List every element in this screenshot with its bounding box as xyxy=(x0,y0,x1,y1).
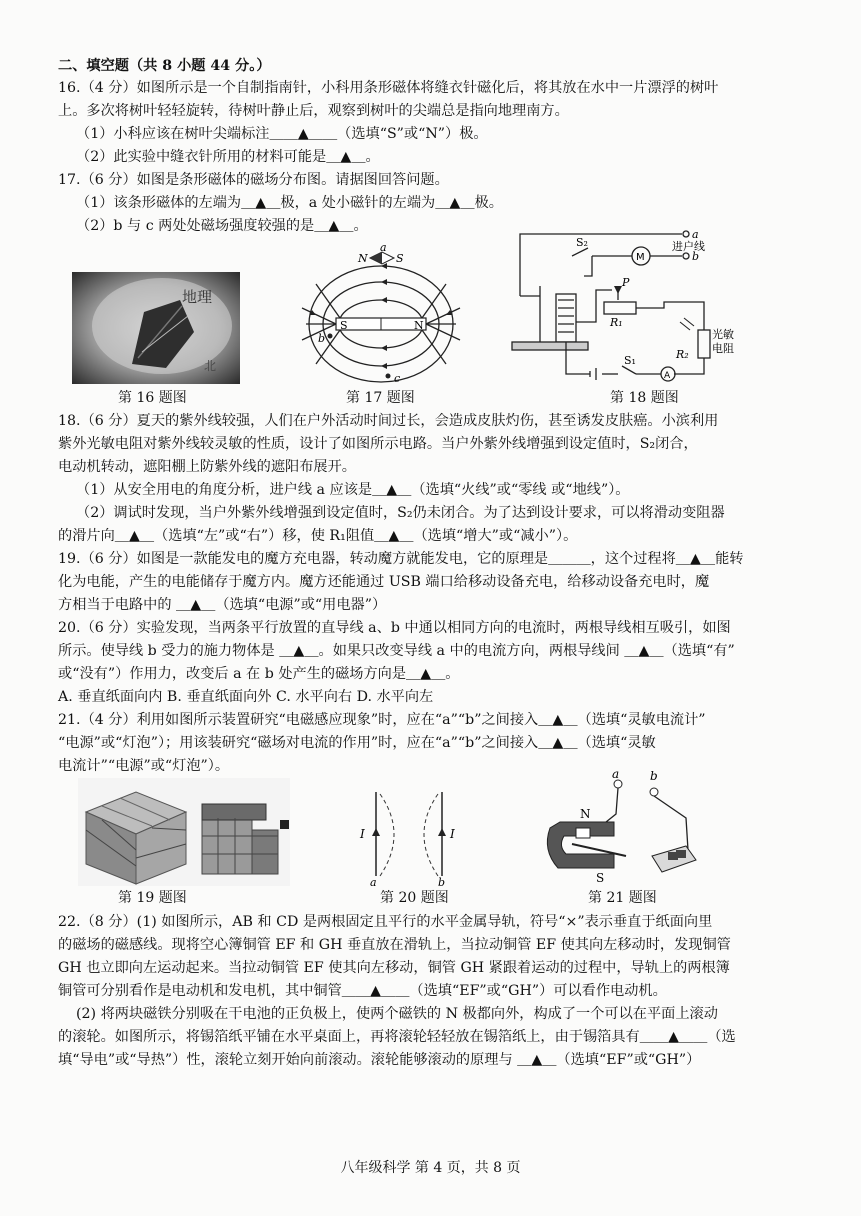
q22-line6: 的滚轮。如图所示，将锡箔纸平铺在水平桌面上，再将滚轮轻轻放在锡箔纸上，由于锡箔具有＿＿▲＿＿（选 xyxy=(58,1029,736,1045)
point-b-label: b xyxy=(318,332,326,345)
q22-line1: 22.（8 分）(1) 如图所示，AB 和 CD 是两根固定且平行的水平金属导轨，符号“×”表示垂直于纸面向里 xyxy=(58,914,713,930)
figure-20-diagram xyxy=(350,786,480,889)
page-footer: 八年级科学 第 4 页，共 8 页 xyxy=(340,1160,521,1176)
photoresistor-label-2: 电阻 xyxy=(712,342,734,355)
figure-21-diagram xyxy=(536,767,706,886)
motor-label: M xyxy=(636,252,645,263)
figure-18-caption: 第 18 题图 xyxy=(610,390,679,406)
slider-P-label: P xyxy=(622,276,630,289)
q18-line2: 紫外光敏电阻对紫外线较灵敏的性质，设计了如图所示电路。当户外紫外线增强到设定值时，S₂闭合， xyxy=(58,436,698,452)
figure-16-label-top: 地理 xyxy=(182,288,213,306)
bar-magnet-left-pole: S xyxy=(340,319,348,332)
q19-line3: 方相当于电路中的 ＿▲＿（选填“电源”或“用电器”） xyxy=(58,597,387,613)
rubiks-cube xyxy=(86,792,186,884)
q18-sub2a: （2）调试时发现，当户外紫外线增强到设定值时，S₂仍未闭合。为了达到设计要求，可以将滑动变阻器 xyxy=(76,505,725,521)
q16-line2: 上。多次将树叶轻轻旋转，待树叶静止后，观察到树叶的尖端总是指向地理南方。 xyxy=(58,103,569,119)
terminal-a-label: a xyxy=(612,767,620,781)
figure-18-circuit xyxy=(504,226,734,384)
q18-sub1: （1）从安全用电的角度分析，进户线 a 应该是＿▲＿（选填“火线”或“零线 或“地线”）。 xyxy=(76,482,630,498)
terminal-b-label: b xyxy=(650,769,658,783)
q20-options: A. 垂直纸面向内 B. 垂直纸面向外 C. 水平向右 D. 水平向左 xyxy=(58,689,434,705)
q18-sub2b: 的滑片向＿▲＿（选填“左”或“右”）移，使 R₁阻值＿▲＿（选填“增大”或“减小”）。 xyxy=(58,528,578,544)
switch-S1-label: S₁ xyxy=(624,354,636,367)
current-I-b-label: I xyxy=(450,827,455,841)
magnet-N-label: N xyxy=(580,807,591,821)
resistor-R1-label: R₁ xyxy=(610,316,623,329)
q20-line1: 20.（6 分）实验发现，当两条平行放置的直导线 a、b 中通以相同方向的电流时，两根导线相互吸引，如图 xyxy=(58,620,731,636)
section-heading: 二、填空题（共 8 小题 44 分。） xyxy=(58,58,271,74)
q19-line2: 化为电能，产生的电能储存于魔方内。魔方还能通过 USB 端口给移动设备充电，给移动设备充电时，魔 xyxy=(58,574,710,590)
figure-16-label-bottom: 北 xyxy=(204,359,217,373)
figure-16-photo xyxy=(72,272,240,384)
figure-21-caption: 第 21 题图 xyxy=(588,890,657,906)
bar-magnet-right-pole: N xyxy=(414,319,424,332)
q21-line3: 电流计”“电源”或“灯泡”）。 xyxy=(58,758,230,774)
q16-line1: 16.（4 分）如图所示是一个自制指南针，小科用条形磁体将缝衣针磁化后，将其放在水中一片漂浮的树叶 xyxy=(58,80,719,96)
figure-19-caption: 第 19 题图 xyxy=(118,890,187,906)
q16-sub2: （2）此实验中缝衣针所用的材料可能是＿▲＿。 xyxy=(76,149,380,165)
q22-line3: GH 也立即向左运动起来。当拉动铜管 EF 使其向左移动，铜管 GH 紧跟着运动的过程中，导轨上的两根簿 xyxy=(58,960,730,976)
current-I-a-label: I xyxy=(360,827,365,841)
q16-sub1: （1）小科应该在树叶尖端标注＿＿▲＿＿（选填“S”或“N”）极。 xyxy=(76,126,488,142)
q17-sub2: （2）b 与 c 两处处磁场强度较强的是＿▲＿。 xyxy=(76,218,368,234)
incoming-line-label: 进户线 xyxy=(672,240,705,253)
figure-20-caption: 第 20 题图 xyxy=(380,890,449,906)
compass-label-S: S xyxy=(396,252,404,265)
compass-label-N: N xyxy=(358,252,368,265)
ammeter-label: A xyxy=(664,371,671,381)
switch-device xyxy=(652,846,696,872)
figure-19-photo xyxy=(78,778,290,886)
resistor-R2-label: R₂ xyxy=(676,348,689,361)
point-a-label: a xyxy=(380,241,387,254)
q20-line3: 或“没有”）作用力，改变后 a 在 b 处产生的磁场方向是＿▲＿。 xyxy=(58,666,460,682)
q22-line7: 填“导电”或“导热”）性，滚轮立刻开始向前滚动。滚轮能够滚动的原理与 ＿▲＿（选填“EF”或“GH”） xyxy=(58,1052,701,1068)
decorative-square xyxy=(280,820,289,829)
point-c-label: c xyxy=(394,372,401,385)
q22-line5: (2) 将两块磁铁分别吸在干电池的正负极上，使两个磁铁的 N 极都向外，构成了一个可以在平面上滚动 xyxy=(76,1006,718,1022)
wire-b-label: b xyxy=(692,250,700,263)
photoresistor-label-1: 光敏 xyxy=(712,328,734,341)
magnet-S-label: S xyxy=(596,871,605,885)
figure-17-caption: 第 17 题图 xyxy=(346,390,415,406)
wire-b-label: b xyxy=(438,876,446,889)
switch-S2-label: S₂ xyxy=(576,236,588,249)
figure-16-caption: 第 16 题图 xyxy=(118,390,187,406)
q19-line1: 19.（6 分）如图是一款能发电的魔方充电器，转动魔方就能发电，它的原理是＿＿＿，这个过程将＿▲＿能转 xyxy=(58,551,744,567)
q20-line2: 所示。使导线 b 受力的施力物体是 ＿▲＿。如果只改变导线 a 中的电流方向，两根导线间 ＿▲＿（选填“有” xyxy=(58,643,735,659)
q21-line1: 21.（4 分）利用如图所示装置研究“电磁感应现象”时，应在“a”“b”之间接入＿▲＿（选填“灵敏电流计” xyxy=(58,712,706,728)
q17-sub1: （1）该条形磁体的左端为＿▲＿极，a 处小磁针的左端为＿▲＿极。 xyxy=(76,195,503,211)
q22-line4: 铜管可分别看作是电动机和发电机，其中铜管＿＿▲＿＿（选填“EF”或“GH”）可以看作电动机。 xyxy=(58,983,667,999)
wire-a-label: a xyxy=(370,876,377,889)
q22-line2: 的磁场的磁感线。现将空心簿铜管 EF 和 GH 垂直放在滑轨上，当拉动铜管 EF 使其向左移动时，发现铜管 xyxy=(58,937,731,953)
q18-line3: 电动机转动，遮阳棚上防紫外线的遮阳布展开。 xyxy=(58,459,356,475)
q18-line1: 18.（6 分）夏天的紫外线较强，人们在户外活动时间过长，会造成皮肤灼伤，甚至诱发皮肤癌。小滨利用 xyxy=(58,413,719,429)
figure-17-diagram xyxy=(296,241,466,386)
q17-line1: 17.（6 分）如图是条形磁体的磁场分布图。请据图回答问题。 xyxy=(58,172,449,188)
q21-line2: “电源”或“灯泡”）；用该装研究“磁场对电流的作用”时，应在“a”“b”之间接入＿▲＿（选填“灵敏 xyxy=(58,735,656,751)
wire-a-label: a xyxy=(692,228,699,241)
